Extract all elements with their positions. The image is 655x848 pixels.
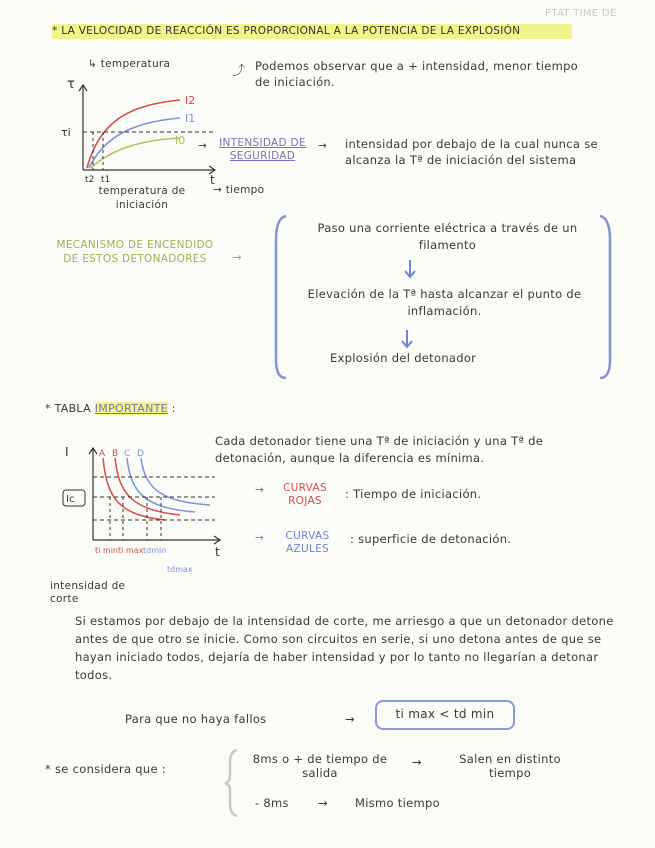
x-axis-symbol-t: t [215, 545, 220, 559]
cut-intensity-label: intensidad de corte [50, 580, 126, 605]
td-min-label: tdmin [143, 546, 167, 555]
temperature-label: ↳ temperatura [88, 58, 171, 70]
ti-label: τi [61, 126, 71, 139]
blue-curves-text: : superficie de detonación. [350, 532, 512, 546]
time-label: → tiempo [213, 184, 265, 196]
mechanism-step-1: Paso una corriente eléctrica a través de un filamento [317, 221, 578, 252]
y-axis-symbol-i: I [65, 445, 69, 459]
ti-max-label: ti max [118, 546, 144, 555]
table-note: Cada detonador tiene una Tª de iniciación y una Tª de detonación, aunque la diferencia es mínima. [215, 434, 544, 465]
label-a: A [99, 449, 106, 459]
curve-d [141, 458, 210, 505]
curve-i2 [87, 100, 180, 168]
rule-prefix: Para que no haya fallos [125, 712, 267, 726]
t2-label: t2 [85, 175, 95, 185]
consider-row1-right: Salen en distinto tiempo [459, 752, 561, 780]
mechanism-step-3: Explosión del detonador [330, 351, 477, 365]
mechanism-step-2: Elevación de la Tª hasta alcanzar el punto de inflamación. [307, 287, 582, 318]
cut-intensity-paragraph: Si estamos por debajo de la intensidad de corte, me arriesgo a que un detonador detone antes de que otro se inicie. Como son circuitos en serie, si uno detona antes de que se hayan iniciado todos, dejaría de haber intensidad y por lo tanto no llegarían a detonar todos. [75, 614, 614, 682]
consider-row2-right: Mismo tiempo [355, 796, 440, 810]
arrow-down-icon [405, 260, 415, 277]
curve-i2-label: I2 [185, 94, 196, 107]
curve-i1 [89, 118, 180, 168]
label-b: B [112, 449, 119, 459]
curve-i1-label: I1 [185, 112, 196, 125]
intensity-note: Podemos observar que a + intensidad, menor tiempo de iniciación. [255, 59, 579, 89]
curve-i0-label: I0 [175, 134, 186, 147]
initiation-temperature-label: temperatura de iniciación [98, 185, 186, 211]
consider-row2-left: - 8ms [255, 796, 289, 810]
consider-row1-left: 8ms o + de tiempo de salida [252, 752, 388, 780]
curve-i0 [91, 138, 180, 168]
t1-label: t1 [101, 175, 111, 185]
label-d: D [137, 449, 144, 459]
ti-min-label: ti min [95, 546, 118, 555]
label-c: C [124, 449, 131, 459]
y-axis-symbol: τ [67, 77, 75, 92]
red-curves-label: CURVAS ROJAS [283, 482, 327, 507]
ghost-text: PTAT TIME DE [545, 8, 617, 19]
consider-bracket [222, 748, 242, 818]
heading-velocity: * LA VELOCIDAD DE REACCIÓN ES PROPORCIONAL A LA POTENCIA DE LA EXPLOSIÓN [52, 24, 572, 39]
security-intensity-label: INTENSIDAD DE SEGURIDAD [219, 137, 306, 162]
red-curves-text: : Tiempo de iniciación. [345, 487, 482, 501]
td-max-label: tdmax [167, 565, 193, 574]
heading-table: * TABLA IMPORTANTE : [45, 402, 176, 415]
arrow-down-icon [402, 330, 412, 347]
blue-curves-label: CURVAS AZULES [285, 530, 330, 555]
mechanism-label: MECANISMO DE ENCENDIDO DE ESTOS DETONADORES [56, 239, 214, 265]
rule-formula: ti max < td min [375, 700, 515, 730]
security-intensity-text: intensidad por debajo de la cual nunca se alcanza la Tª de iniciación del sistema [345, 137, 598, 167]
consider-label: * se considera que : [45, 762, 166, 776]
curve-b [115, 458, 180, 515]
x-axis-symbol: t [210, 173, 215, 187]
intensity-time-graph [55, 440, 235, 580]
ic-label: Ic [66, 494, 75, 505]
